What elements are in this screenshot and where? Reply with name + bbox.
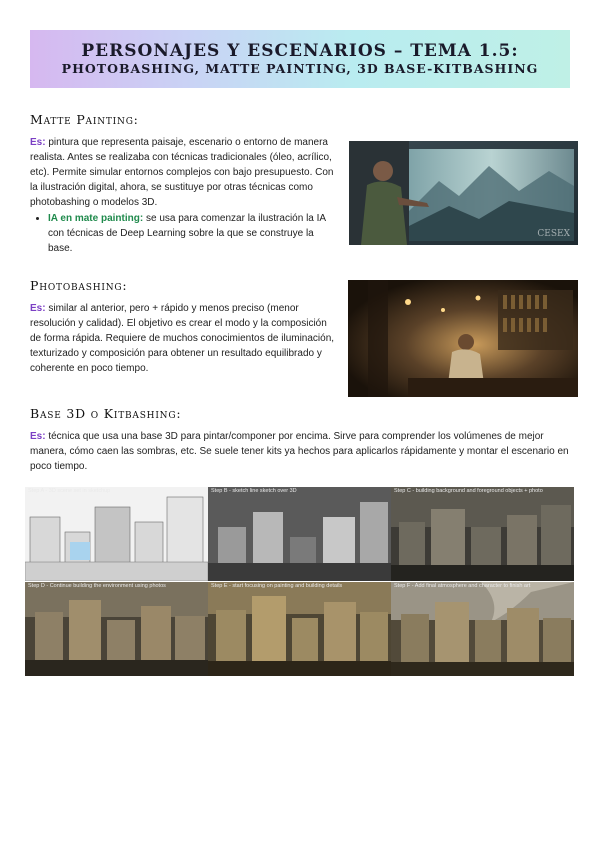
kitbashing-steps-grid (25, 487, 574, 676)
photobashing-text (30, 301, 335, 376)
step-caption: Step E - start focusing on painting and building details (211, 583, 343, 589)
matte-bullet-list (30, 211, 335, 256)
photo-watermark: CESEX (537, 229, 570, 239)
title-banner (30, 30, 570, 88)
es-label: Es: (30, 431, 46, 442)
step-panel-b (208, 487, 391, 581)
photobashing-photo (348, 280, 578, 397)
step-panel-a (25, 487, 208, 581)
page-title: PERSONAJES Y ESCENARIOS – TEMA 1.5: (81, 41, 519, 61)
kitbashing-heading: Base 3D o Kitbashing: (30, 406, 182, 421)
list-item (48, 211, 335, 256)
kitbashing-text (30, 429, 575, 474)
step-panel-e (208, 582, 391, 676)
kitbashing-description: técnica que usa una base 3D para pintar/componer por encima. Sirve para comprender los volúmenes de mejor manera, cómo caen las sombras, etc. Se suele tener kits ya hechos para aplicarlos rápidamente y montar el escenario en poco tiempo. (30, 431, 569, 472)
es-label: Es: (30, 137, 46, 148)
step-panel-c (391, 487, 574, 581)
step-caption: Step B - sketch line sketch over 3D (211, 488, 297, 494)
matte-description: pintura que representa paisaje, escenario o entorno de manera realista. Antes se realizaba con técnicas tradicionales (óleo, acrílico, etc). Permite simular entornos complejos con bajo presupuesto. Con la ilustración digital, ahora, se sustituye por otras técnicas como photobashing o modelos 3D. (30, 137, 334, 208)
matte-painting-heading: Matte Painting: (30, 112, 139, 127)
matte-painting-text (30, 135, 335, 256)
matte-painting-photo (349, 141, 578, 245)
step-caption: Step C - building background and foreground objects + photo (394, 488, 543, 494)
ia-label: IA en mate painting: (48, 213, 144, 224)
ia-text: se usa para comenzar la ilustración la IA con técnicas de Deep Learning sobre la que se construye la base. (48, 213, 326, 254)
step-caption: Step D - Continue building the environment using photos (28, 583, 166, 589)
step-panel-d (25, 582, 208, 676)
step-caption: Step A - 3D scene set in sketchup (28, 488, 111, 494)
photobashing-heading: Photobashing: (30, 278, 128, 293)
step-caption: Step F - Add final atmosphere and character to finish art (394, 583, 531, 589)
es-label: Es: (30, 303, 46, 314)
photobashing-description: similar al anterior, pero + rápido y menos preciso (menor resolución y calidad). El objetivo es crear el modo y la composición de forma rápida. Requiere de muchos conocimientos de iluminación, texturizado y composición para obtener un resultado equilibrado y coherente en poco tiempo. (30, 303, 335, 374)
step-panel-f (391, 582, 574, 676)
page-subtitle: PHOTOBASHING, MATTE PAINTING, 3D BASE-KITBASHING (61, 61, 539, 76)
